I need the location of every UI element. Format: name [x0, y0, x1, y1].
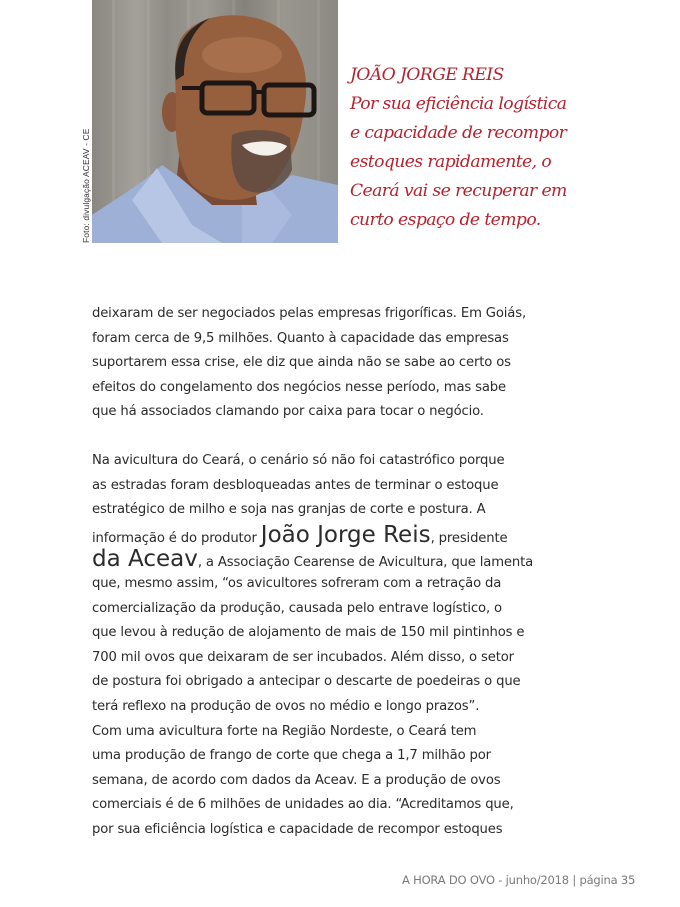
pull-quote-line: curto espaço de tempo. — [350, 210, 541, 230]
text-segment: , a Associação Cearense de Avicultura, que lamenta — [197, 555, 534, 571]
text-line: 700 mil ovos que deixaram de ser incubados. Além disso, o setor — [92, 649, 514, 665]
portrait-illustration — [92, 0, 338, 243]
pull-quote-line: Por sua eficiência logística — [350, 94, 567, 114]
emphasized-name: João Jorge Reis — [260, 521, 431, 548]
emphasized-organization: da Aceav — [92, 546, 198, 573]
text-line: por sua eficiência logística e capacidade de recompor estoques — [92, 821, 503, 837]
text-line: estratégico de milho e soja nas granjas de corte e postura. A — [92, 502, 486, 518]
portrait-photo — [92, 0, 338, 243]
page-footer: A HORA DO OVO - junho/2018 | página 35 — [402, 873, 636, 887]
text-line: suportarem essa crise, ele diz que ainda não se sabe ao certo os — [92, 355, 511, 371]
text-line: foram cerca de 9,5 milhões. Quanto à capacidade das empresas — [92, 330, 509, 346]
text-line — [92, 523, 562, 548]
paragraph-1 — [92, 302, 562, 425]
text-line: que há associados clamando por caixa para tocar o negócio. — [92, 404, 484, 420]
pull-quote-line: e capacidade de recompor — [350, 123, 567, 143]
text-line: que levou à redução de alojamento de mais de 150 mil pintinhos e — [92, 625, 525, 641]
text-line: as estradas foram desbloqueadas antes de terminar o estoque — [92, 477, 499, 493]
text-line: efeitos do congelamento dos negócios nesse período, mas sabe — [92, 379, 506, 395]
pull-quote-line: estoques rapidamente, o — [350, 152, 552, 172]
text-line: de postura foi obrigado a antecipar o descarte de poedeiras o que — [92, 674, 521, 690]
text-line: uma produção de frango de corte que chega a 1,7 milhão por — [92, 748, 491, 764]
paragraph-gap — [92, 425, 562, 449]
text-line: terá reflexo na produção de ovos no médio e longo prazos”. — [92, 698, 480, 714]
text-line: que, mesmo assim, “os avicultores sofreram com a retração da — [92, 575, 502, 591]
text-line — [92, 547, 562, 572]
pull-quote-name: JOÃO JORGE REIS — [350, 65, 504, 85]
paragraph-2 — [92, 449, 562, 843]
text-segment: informação é do produtor — [92, 530, 261, 546]
text-line: Na avicultura do Ceará, o cenário só não foi catastrófico porque — [92, 452, 505, 468]
pull-quote-line: Ceará vai se recuperar em — [350, 181, 567, 201]
pull-quote — [350, 61, 590, 235]
text-segment: , presidente — [430, 530, 508, 546]
text-line: comerciais é de 6 milhões de unidades ao dia. “Acreditamos que, — [92, 797, 514, 813]
text-line: deixaram de ser negociados pelas empresas frigoríficas. Em Goiás, — [92, 306, 527, 321]
text-line: comercialização da produção, causada pelo entrave logístico, o — [92, 600, 502, 616]
text-line: semana, de acordo com dados da Aceav. E a produção de ovos — [92, 772, 501, 788]
text-line: Com uma avicultura forte na Região Nordeste, o Ceará tem — [92, 723, 477, 739]
photo-credit: Foto: divulgação ACEAV - CE — [81, 128, 91, 243]
article-body — [92, 302, 562, 842]
